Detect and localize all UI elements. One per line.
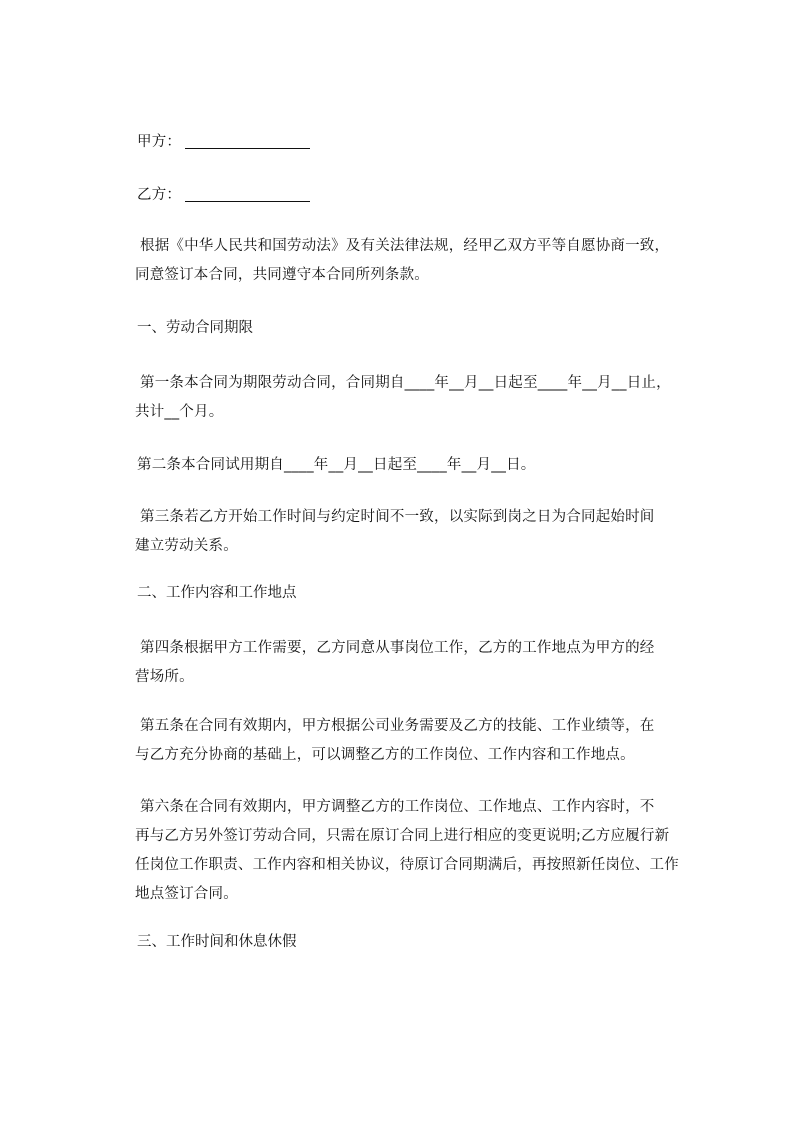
article-3-paragraph [137,503,715,561]
section-1-heading: 一、劳动合同期限 [137,320,253,336]
article-5-paragraph [137,712,715,770]
preamble-paragraph [137,232,715,290]
article-6-line-4: 地点签订合同。 [135,886,238,902]
preamble-line-1: 根据《中华人民共和国劳动法》及有关法律法规，经甲乙双方平等自愿协商一致， [140,238,670,254]
section-3-heading: 三、工作时间和休息休假 [137,934,297,950]
article-3-line-1: 第三条若乙方开始工作时间与约定时间不一致，以实际到岗之日为合同起始时间 [140,509,655,525]
party-b-line [137,185,310,205]
section-2-heading: 二、工作内容和工作地点 [137,585,297,601]
article-6-line-1: 第六条在合同有效期内，甲方调整乙方的工作岗位、工作地点、工作内容时，不 [140,799,655,815]
article-3-line-2: 建立劳动关系。 [135,538,238,554]
article-1-line-1: 第一条本合同为期限劳动合同，合同期自____年__月__日起至____年__月__日止， [140,375,671,391]
party-a-label: 甲方： [137,134,182,150]
article-2-paragraph [137,451,715,480]
article-5-line-2: 与乙方充分协商的基础上，可以调整乙方的工作岗位、工作内容和工作地点。 [135,747,635,763]
article-6-line-2: 再与乙方另外签订劳动合同，只需在原订合同上进行相应的变更说明;乙方应履行新 [135,828,670,844]
party-a-blank [185,148,310,149]
article-4-line-2: 营场所。 [135,669,194,685]
article-5-line-1: 第五条在合同有效期内，甲方根据公司业务需要及乙方的技能、工作业绩等，在 [140,718,655,734]
party-a-line [137,132,310,152]
article-1-line-2: 共计__个月。 [135,404,224,420]
article-4-paragraph [137,634,715,692]
preamble-line-2: 同意签订本合同，共同遵守本合同所列条款。 [135,267,429,283]
article-1-paragraph [137,369,715,427]
article-2-line-1: 第二条本合同试用期自____年__月__日起至____年__月__日。 [137,457,536,473]
article-6-line-3: 任岗位工作职责、工作内容和相关协议，待原订合同期满后，再按照新任岗位、工作 [135,857,679,873]
article-6-paragraph [137,793,715,909]
party-b-label: 乙方： [137,187,182,203]
party-b-blank [185,201,310,202]
article-4-line-1: 第四条根据甲方工作需要，乙方同意从事岗位工作，乙方的工作地点为甲方的经 [140,640,655,656]
